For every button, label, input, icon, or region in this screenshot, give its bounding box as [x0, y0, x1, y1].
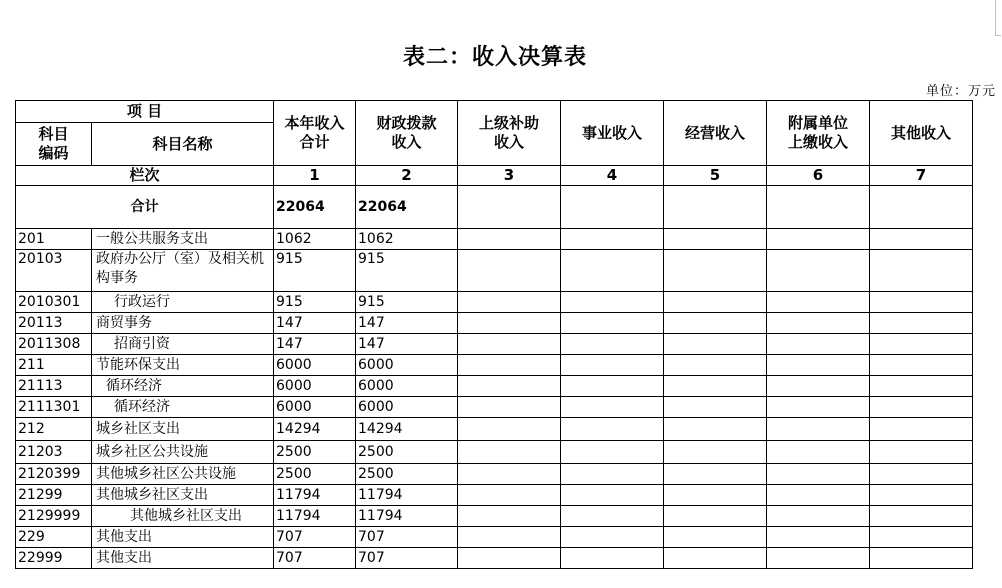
income-total: 6000	[274, 397, 356, 418]
empty-cell	[664, 397, 767, 418]
table-row	[16, 334, 973, 355]
fiscal-income: 14294	[356, 418, 458, 441]
subject-name: 城乡社区支出	[92, 418, 274, 441]
income-total: 2500	[274, 441, 356, 464]
empty-cell	[870, 186, 973, 229]
empty-cell	[458, 334, 561, 355]
subject-code: 2010301	[16, 292, 92, 313]
header-name: 科目名称	[92, 123, 274, 166]
total-value: 22064	[274, 186, 356, 229]
header-col-operating: 经营收入	[664, 101, 767, 166]
fiscal-income: 915	[356, 292, 458, 313]
empty-cell	[561, 292, 664, 313]
subject-name: 政府办公厅（室）及相关机构事务	[92, 250, 274, 292]
empty-cell	[870, 250, 973, 292]
empty-cell	[870, 229, 973, 250]
row-number: 5	[664, 166, 767, 186]
header-code: 科目 编码	[16, 123, 92, 166]
subject-name: 循环经济	[92, 376, 274, 397]
row-number: 6	[767, 166, 870, 186]
fiscal-income: 915	[356, 250, 458, 292]
fiscal-income: 2500	[356, 464, 458, 485]
header-row-label: 栏次	[16, 166, 274, 186]
empty-cell	[664, 376, 767, 397]
table-row	[16, 355, 973, 376]
table-row	[16, 506, 973, 527]
empty-cell	[870, 441, 973, 464]
row-number: 4	[561, 166, 664, 186]
empty-cell	[870, 355, 973, 376]
header-col-fiscal: 财政拨款 收入	[356, 101, 458, 166]
income-total: 11794	[274, 506, 356, 527]
empty-cell	[870, 292, 973, 313]
empty-cell	[458, 527, 561, 548]
empty-cell	[458, 548, 561, 569]
empty-cell	[767, 548, 870, 569]
empty-cell	[767, 355, 870, 376]
empty-cell	[561, 418, 664, 441]
empty-cell	[870, 548, 973, 569]
empty-cell	[458, 186, 561, 229]
empty-cell	[561, 397, 664, 418]
empty-cell	[561, 313, 664, 334]
subject-name: 商贸事务	[92, 313, 274, 334]
empty-cell	[664, 485, 767, 506]
fiscal-income: 6000	[356, 376, 458, 397]
table-row	[16, 229, 973, 250]
empty-cell	[767, 229, 870, 250]
row-number: 3	[458, 166, 561, 186]
subject-code: 2011308	[16, 334, 92, 355]
subject-name: 其他支出	[92, 548, 274, 569]
empty-cell	[870, 313, 973, 334]
empty-cell	[767, 441, 870, 464]
empty-cell	[561, 548, 664, 569]
header-col-business: 事业收入	[561, 101, 664, 166]
fiscal-income: 707	[356, 527, 458, 548]
empty-cell	[458, 376, 561, 397]
table-row	[16, 464, 973, 485]
empty-cell	[458, 229, 561, 250]
empty-cell	[664, 313, 767, 334]
subject-name: 城乡社区公共设施	[92, 441, 274, 464]
empty-cell	[561, 527, 664, 548]
empty-cell	[664, 506, 767, 527]
empty-cell	[870, 506, 973, 527]
income-total: 707	[274, 527, 356, 548]
income-total: 915	[274, 292, 356, 313]
fiscal-income: 11794	[356, 506, 458, 527]
total-label: 合计	[16, 186, 274, 229]
subject-name: 其他支出	[92, 527, 274, 548]
income-total: 6000	[274, 355, 356, 376]
empty-cell	[870, 334, 973, 355]
table-row	[16, 292, 973, 313]
fiscal-income: 6000	[356, 397, 458, 418]
subject-name: 招商引资	[92, 334, 274, 355]
subject-code: 21113	[16, 376, 92, 397]
fiscal-income: 147	[356, 334, 458, 355]
fiscal-income: 707	[356, 548, 458, 569]
income-total: 915	[274, 250, 356, 292]
subject-code: 2129999	[16, 506, 92, 527]
empty-cell	[767, 376, 870, 397]
row-number: 1	[274, 166, 356, 186]
empty-cell	[767, 292, 870, 313]
empty-cell	[767, 334, 870, 355]
subject-code: 20113	[16, 313, 92, 334]
unit-label: 单位：万元	[925, 84, 996, 99]
empty-cell	[870, 376, 973, 397]
header-col-affiliate: 附属单位 上缴收入	[767, 101, 870, 166]
header-col-superior: 上级补助 收入	[458, 101, 561, 166]
table-row	[16, 250, 973, 292]
empty-cell	[767, 506, 870, 527]
empty-cell	[767, 485, 870, 506]
empty-cell	[767, 186, 870, 229]
empty-cell	[767, 527, 870, 548]
empty-cell	[458, 313, 561, 334]
empty-cell	[458, 418, 561, 441]
empty-cell	[870, 397, 973, 418]
table-row	[16, 376, 973, 397]
empty-cell	[664, 355, 767, 376]
table-row	[16, 527, 973, 548]
income-total: 6000	[274, 376, 356, 397]
empty-cell	[561, 355, 664, 376]
empty-cell	[870, 418, 973, 441]
empty-cell	[458, 441, 561, 464]
row-number: 7	[870, 166, 973, 186]
fiscal-income: 1062	[356, 229, 458, 250]
subject-name: 行政运行	[92, 292, 274, 313]
total-value: 22064	[356, 186, 458, 229]
income-total: 1062	[274, 229, 356, 250]
empty-cell	[561, 485, 664, 506]
income-statement-table	[15, 100, 973, 569]
subject-code: 2120399	[16, 464, 92, 485]
fiscal-income: 147	[356, 313, 458, 334]
empty-cell	[664, 548, 767, 569]
empty-cell	[767, 250, 870, 292]
income-total: 707	[274, 548, 356, 569]
subject-name: 其他城乡社区支出	[92, 485, 274, 506]
page-title: 表二：收入决算表	[402, 45, 587, 70]
empty-cell	[664, 292, 767, 313]
empty-cell	[458, 292, 561, 313]
empty-cell	[561, 334, 664, 355]
empty-cell	[664, 441, 767, 464]
empty-cell	[664, 334, 767, 355]
subject-name: 节能环保支出	[92, 355, 274, 376]
empty-cell	[561, 506, 664, 527]
subject-code: 21299	[16, 485, 92, 506]
empty-cell	[664, 464, 767, 485]
empty-cell	[664, 250, 767, 292]
empty-cell	[870, 485, 973, 506]
empty-cell	[561, 229, 664, 250]
empty-cell	[561, 186, 664, 229]
empty-cell	[458, 485, 561, 506]
income-total: 147	[274, 334, 356, 355]
subject-code: 211	[16, 355, 92, 376]
empty-cell	[458, 464, 561, 485]
subject-name: 其他城乡社区支出	[92, 506, 274, 527]
table-row	[16, 548, 973, 569]
empty-cell	[767, 464, 870, 485]
table-row	[16, 418, 973, 441]
subject-code: 2111301	[16, 397, 92, 418]
empty-cell	[561, 376, 664, 397]
empty-cell	[767, 313, 870, 334]
empty-cell	[458, 355, 561, 376]
subject-name: 循环经济	[92, 397, 274, 418]
fiscal-income: 2500	[356, 441, 458, 464]
table-row	[16, 485, 973, 506]
subject-code: 212	[16, 418, 92, 441]
income-total: 14294	[274, 418, 356, 441]
empty-cell	[664, 229, 767, 250]
header-col-total: 本年收入 合计	[274, 101, 356, 166]
subject-code: 21203	[16, 441, 92, 464]
table-row	[16, 313, 973, 334]
table-row	[16, 397, 973, 418]
empty-cell	[664, 527, 767, 548]
subject-code: 20103	[16, 250, 92, 292]
empty-cell	[767, 397, 870, 418]
income-total: 2500	[274, 464, 356, 485]
header-item: 项 目	[16, 101, 274, 123]
subject-code: 201	[16, 229, 92, 250]
total-row	[16, 186, 973, 229]
empty-cell	[458, 397, 561, 418]
empty-cell	[870, 527, 973, 548]
page-corner-mark	[995, 0, 1001, 36]
row-number: 2	[356, 166, 458, 186]
header-col-other: 其他收入	[870, 101, 973, 166]
empty-cell	[870, 464, 973, 485]
fiscal-income: 6000	[356, 355, 458, 376]
empty-cell	[767, 418, 870, 441]
income-total: 147	[274, 313, 356, 334]
income-total: 11794	[274, 485, 356, 506]
subject-code: 22999	[16, 548, 92, 569]
empty-cell	[561, 464, 664, 485]
table-row	[16, 441, 973, 464]
empty-cell	[458, 506, 561, 527]
fiscal-income: 11794	[356, 485, 458, 506]
subject-name: 一般公共服务支出	[92, 229, 274, 250]
empty-cell	[664, 418, 767, 441]
subject-name: 其他城乡社区公共设施	[92, 464, 274, 485]
empty-cell	[561, 250, 664, 292]
empty-cell	[664, 186, 767, 229]
empty-cell	[458, 250, 561, 292]
subject-code: 229	[16, 527, 92, 548]
empty-cell	[561, 441, 664, 464]
